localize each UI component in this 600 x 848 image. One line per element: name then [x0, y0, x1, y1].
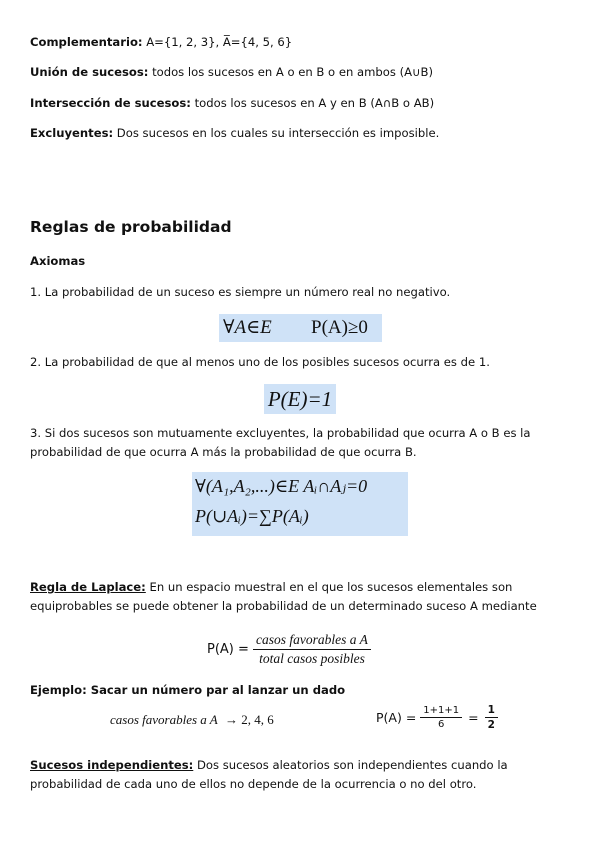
rhs-lhs: P(A) = [376, 710, 417, 725]
def-text: Dos sucesos en los cuales su intersección es imposible. [113, 126, 440, 140]
ejemplo-right [376, 704, 498, 731]
def-union [30, 63, 560, 82]
rhs-equals: = [468, 710, 479, 725]
def-excluyentes [30, 124, 560, 143]
laplace-text: En un espacio muestral en el que los sucesos elementales son equiprobables se puede obtener la probabilidad de un determinado suceso A mediante [30, 580, 537, 613]
rhs-denominator: 6 [438, 719, 445, 730]
ejemplo-left [110, 712, 274, 728]
formula-line-2: P(∪Aᵢ)=∑P(Aᵢ) [195, 506, 309, 526]
def-interseccion [30, 94, 560, 113]
result-denominator: 2 [487, 719, 495, 731]
formula-line-1: ∀(A₁,A₂,...)∈E Aᵢ∩Aⱼ=0 [195, 476, 368, 496]
section-title: Reglas de probabilidad [30, 218, 232, 236]
axiom-3-text: 3. Si dos sucesos son mutuamente excluyentes, la probabilidad que ocurra A o B es la probabilidad de que ocurra A más la probabilidad de que ocurra B. [30, 426, 531, 459]
result-fraction [485, 704, 498, 731]
def-text: A={1, 2, 3}, A̅={4, 5, 6} [142, 35, 293, 49]
ejemplo-arrow: → 2, 4, 6 [224, 712, 274, 727]
def-text: todos los sucesos en A o en B o en ambos (A∪B) [148, 65, 433, 79]
axiom-2-text: 2. La probabilidad de que al menos uno de los posibles sucesos ocurra es de 1. [30, 355, 490, 369]
def-label: Unión de sucesos: [30, 65, 149, 79]
laplace-paragraph [30, 578, 572, 616]
fraction-numerator: casos favorables a A [253, 632, 371, 650]
def-label: Excluyentes: [30, 126, 114, 140]
axiom-3-formula [192, 472, 408, 536]
fraction-denominator: total casos posibles [259, 651, 365, 666]
rhs-numerator: 1+1+1 [420, 705, 462, 718]
axiom-2-formula: P(E)=1 [264, 384, 336, 414]
def-complementario [30, 33, 560, 52]
fraction [253, 632, 371, 667]
axiom-1-text: 1. La probabilidad de un suceso es siempre un número real no negativo. [30, 285, 451, 299]
ejemplo-cases: casos favorables a A [110, 712, 218, 727]
formula-lhs: P(A) = [207, 642, 249, 657]
independientes-paragraph [30, 756, 562, 794]
def-text: todos los sucesos en A y en B (A∩B o AB) [190, 96, 435, 110]
independientes-text: Dos sucesos aleatorios son independientes cuando la probabilidad de cada uno de ellos no depende de la ocurrencia o no del otro. [30, 758, 508, 791]
axiomas-heading: Axiomas [30, 254, 86, 268]
ejemplo-heading: Ejemplo: Sacar un número par al lanzar un dado [30, 683, 346, 697]
laplace-label: Regla de Laplace: [30, 580, 146, 594]
formula-left: ∀A∈E [223, 317, 272, 338]
independientes-label: Sucesos independientes: [30, 758, 194, 772]
formula-right: P(A)≥0 [311, 317, 368, 338]
laplace-formula [207, 632, 371, 667]
axiom-1-formula [219, 314, 382, 342]
rhs-fraction [420, 705, 462, 730]
def-label: Intersección de sucesos: [30, 96, 191, 110]
result-numerator: 1 [485, 704, 498, 718]
def-label: Complementario: [30, 35, 143, 49]
